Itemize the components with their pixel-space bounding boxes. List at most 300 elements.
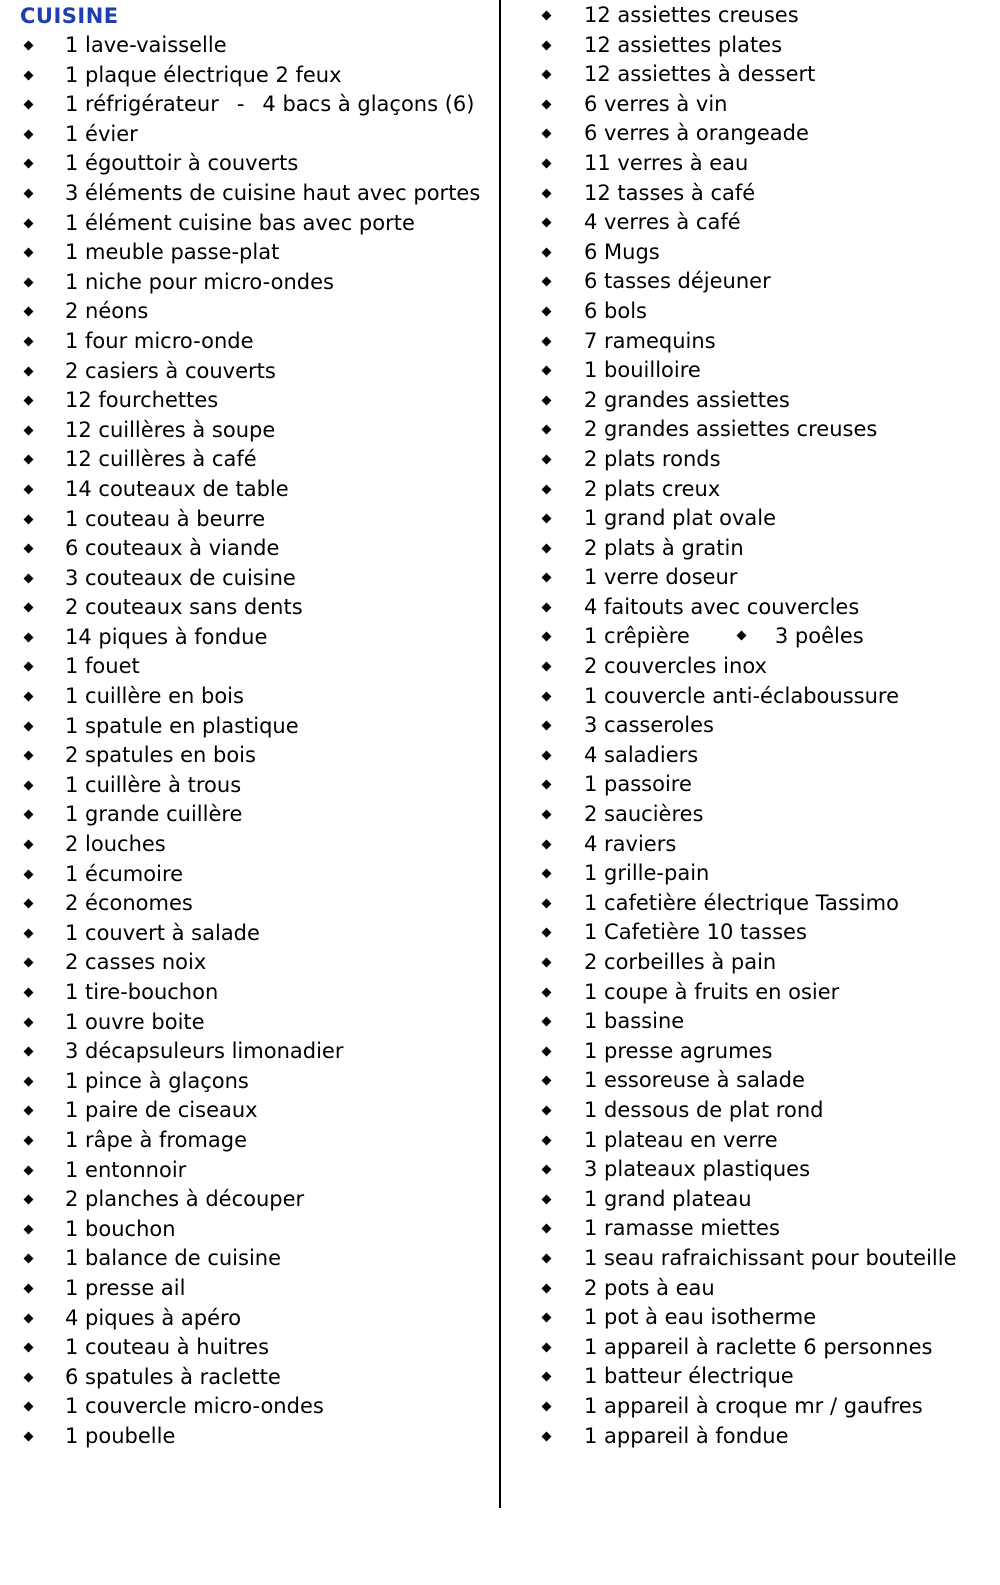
- list-item: [515, 445, 1000, 475]
- item-label: 1 égouttoir à couverts: [65, 151, 299, 176]
- list-item: [0, 90, 495, 120]
- diamond-bullet-icon: [542, 632, 552, 642]
- list-item: [0, 386, 495, 416]
- diamond-bullet-icon: [24, 632, 34, 642]
- diamond-bullet-icon: [24, 1402, 34, 1412]
- item-label: 1 couvert à salade: [65, 920, 260, 945]
- list-item: [0, 1304, 495, 1334]
- diamond-bullet-icon: [542, 1283, 552, 1293]
- diamond-bullet-icon: [24, 218, 34, 228]
- item-label: 1 spatule en plastique: [65, 713, 299, 738]
- list-item: [0, 1067, 495, 1097]
- item-label: 1 bassine: [584, 1009, 685, 1034]
- item-label: 1 couteau à beurre: [65, 506, 266, 531]
- item-label: 1 bouchon: [65, 1216, 176, 1241]
- diamond-bullet-icon: [24, 1076, 34, 1086]
- item-label: 1 meuble passe-plat: [65, 240, 280, 265]
- item-label: 1 plateau en verre: [584, 1127, 778, 1152]
- diamond-bullet-icon: [24, 958, 34, 968]
- item-label: 1 couteau à huitres: [65, 1335, 270, 1360]
- item-label: 1 râpe à fromage: [65, 1127, 247, 1152]
- item-label: 1 balance de cuisine: [65, 1246, 282, 1271]
- list-item: [0, 31, 495, 61]
- diamond-bullet-icon: [24, 248, 34, 258]
- item-label: 1 poubelle: [65, 1423, 176, 1448]
- item-label: 1 Cafetière 10 tasses: [584, 920, 807, 945]
- diamond-bullet-icon: [542, 99, 552, 109]
- item-label: 1 seau rafraichissant pour bouteille: [584, 1245, 957, 1270]
- item-label: 2 grandes assiettes creuses: [584, 417, 878, 442]
- list-item: [515, 563, 1000, 593]
- diamond-bullet-icon: [542, 188, 552, 198]
- item-label: 11 verres à eau: [584, 150, 749, 175]
- list-item: [515, 622, 1000, 652]
- list-item: [0, 1392, 495, 1422]
- diamond-bullet-icon: [24, 396, 34, 406]
- list-item: [0, 919, 495, 949]
- item-label: 1 ouvre boite: [65, 1009, 205, 1034]
- item-label: 1 passoire: [584, 772, 692, 797]
- list-item: [0, 948, 495, 978]
- diamond-bullet-icon: [542, 129, 552, 139]
- diamond-bullet-icon: [24, 1283, 34, 1293]
- diamond-bullet-icon: [542, 691, 552, 701]
- diamond-bullet-icon: [24, 484, 34, 494]
- list-item: [0, 741, 495, 771]
- list-item: [0, 327, 495, 357]
- item-label: 6 verres à orangeade: [584, 121, 809, 146]
- item-label: 4 piques à apéro: [65, 1305, 242, 1330]
- left-item-list: [0, 31, 495, 1452]
- item-label: 1 entonnoir: [65, 1157, 187, 1182]
- item-label: 6 spatules à raclette: [65, 1364, 281, 1389]
- diamond-bullet-icon: [24, 751, 34, 761]
- list-item: [515, 356, 1000, 386]
- item-label-crepiere: [584, 622, 864, 652]
- diamond-bullet-icon: [542, 869, 552, 879]
- diamond-bullet-icon: [24, 41, 34, 51]
- crepiere-label: 1 crêpière: [584, 624, 690, 649]
- diamond-bullet-icon: [542, 395, 552, 405]
- diamond-bullet-icon: [542, 1224, 552, 1234]
- item-label: 2 couvercles inox: [584, 654, 767, 679]
- list-item: [515, 1096, 1000, 1126]
- item-label: 2 casiers à couverts: [65, 358, 276, 383]
- diamond-bullet-icon: [24, 100, 34, 110]
- diamond-bullet-icon: [542, 662, 552, 672]
- item-label: 1 cuillère à trous: [65, 772, 242, 797]
- list-item: [515, 1155, 1000, 1185]
- list-item: [0, 1156, 495, 1186]
- item-label: 2 corbeilles à pain: [584, 950, 777, 974]
- item-label: 12 assiettes à dessert: [584, 62, 816, 87]
- list-item: [0, 149, 495, 179]
- list-item: [0, 1422, 495, 1452]
- list-item: [515, 386, 1000, 416]
- item-label: 2 grandes assiettes: [584, 387, 790, 412]
- diamond-bullet-icon: [24, 1254, 34, 1264]
- item-label: 12 cuillères à soupe: [65, 417, 276, 442]
- list-item: [0, 1037, 495, 1067]
- list-item: [0, 593, 495, 623]
- list-item: [0, 416, 495, 446]
- list-item: [515, 859, 1000, 889]
- list-item: [0, 297, 495, 327]
- item-label: 1 tire-bouchon: [65, 980, 219, 1004]
- item-label: 1 bouilloire: [584, 358, 701, 383]
- diamond-bullet-icon: [542, 484, 552, 494]
- diamond-bullet-icon: [542, 1165, 552, 1175]
- diamond-bullet-icon: [542, 366, 552, 376]
- diamond-bullet-icon: [542, 1135, 552, 1145]
- diamond-bullet-icon: [542, 602, 552, 612]
- diamond-bullet-icon: [24, 780, 34, 790]
- diamond-bullet-icon: [542, 1313, 552, 1323]
- list-item: [0, 357, 495, 387]
- diamond-bullet-icon: [24, 129, 34, 139]
- list-item: [0, 623, 495, 653]
- list-item: [0, 712, 495, 742]
- diamond-bullet-icon: [24, 70, 34, 80]
- diamond-bullet-icon: [24, 810, 34, 820]
- item-label: 1 grille-pain: [584, 861, 710, 886]
- item-label-fridge: [65, 90, 474, 120]
- item-label: 1 paire de ciseaux: [65, 1098, 258, 1123]
- list-item: [515, 889, 1000, 919]
- list-item: [515, 948, 1000, 978]
- list-item: [515, 1422, 1000, 1452]
- diamond-bullet-icon: [542, 70, 552, 80]
- list-item: [0, 1126, 495, 1156]
- item-label: 2 louches: [65, 832, 166, 857]
- list-item: [515, 119, 1000, 149]
- list-item: [0, 1096, 495, 1126]
- fridge-extra-label: 4 bacs à glaçons (6): [262, 92, 475, 117]
- diamond-bullet-icon: [542, 1253, 552, 1263]
- item-label: 2 casses noix: [65, 950, 207, 975]
- diamond-bullet-icon: [24, 1313, 34, 1323]
- item-label: 12 tasses à café: [584, 180, 756, 205]
- item-label: 2 saucières: [584, 802, 704, 827]
- diamond-bullet-icon: [542, 1342, 552, 1352]
- diamond-bullet-icon: [24, 514, 34, 524]
- item-label: 1 évier: [65, 121, 138, 146]
- list-item: [515, 179, 1000, 209]
- item-label: 14 couteaux de table: [65, 476, 289, 501]
- item-label: 1 coupe à fruits en osier: [584, 979, 840, 1004]
- diamond-bullet-icon: [24, 1195, 34, 1205]
- item-label: 2 couteaux sans dents: [65, 595, 303, 620]
- item-label: 4 faitouts avec couvercles: [584, 594, 860, 619]
- diamond-bullet-icon: [24, 189, 34, 199]
- list-item: [515, 31, 1000, 61]
- item-label: 2 néons: [65, 299, 149, 324]
- list-item: [515, 534, 1000, 564]
- list-item: [515, 208, 1000, 238]
- item-label: 1 verre doseur: [584, 565, 738, 590]
- list-item: [515, 327, 1000, 357]
- item-label: 1 grand plateau: [584, 1186, 752, 1211]
- list-item: [515, 1244, 1000, 1274]
- diamond-bullet-icon: [24, 336, 34, 346]
- diamond-bullet-icon: [24, 1431, 34, 1441]
- diamond-bullet-icon: [542, 1017, 552, 1027]
- list-item: [515, 1037, 1000, 1067]
- diamond-bullet-icon: [24, 721, 34, 731]
- item-label: 3 éléments de cuisine haut avec portes: [65, 180, 481, 205]
- item-label: 3 couteaux de cuisine: [65, 565, 296, 590]
- list-item: [0, 860, 495, 890]
- diamond-bullet-icon: [24, 1017, 34, 1027]
- item-label: 1 plaque électrique 2 feux: [65, 62, 342, 87]
- list-item: [515, 1362, 1000, 1392]
- list-item: [0, 1333, 495, 1363]
- list-item: [515, 297, 1000, 327]
- diamond-bullet-icon: [24, 603, 34, 613]
- diamond-bullet-icon: [24, 366, 34, 376]
- diamond-bullet-icon: [24, 662, 34, 672]
- item-label: 1 niche pour micro-ondes: [65, 269, 334, 294]
- list-item: [515, 90, 1000, 120]
- diamond-bullet-icon: [24, 1224, 34, 1234]
- item-label: 1 fouet: [65, 654, 140, 679]
- diamond-bullet-icon: [542, 159, 552, 169]
- list-item: [0, 1215, 495, 1245]
- list-item: [515, 593, 1000, 623]
- diamond-bullet-icon: [542, 454, 552, 464]
- list-item: [515, 475, 1000, 505]
- diamond-bullet-icon: [542, 780, 552, 790]
- list-item: [0, 800, 495, 830]
- item-label: 1 appareil à fondue: [584, 1423, 789, 1448]
- item-label: 1 ramasse miettes: [584, 1216, 780, 1241]
- list-item: [0, 1363, 495, 1393]
- fridge-label: 1 réfrigérateur: [65, 92, 219, 117]
- list-item: [515, 741, 1000, 771]
- item-label: 2 plats à gratin: [584, 535, 744, 560]
- diamond-bullet-icon: [542, 336, 552, 346]
- list-item: [0, 268, 495, 298]
- diamond-bullet-icon: [24, 840, 34, 850]
- item-label: 2 pots à eau: [584, 1275, 715, 1300]
- diamond-bullet-icon: [542, 898, 552, 908]
- diamond-bullet-icon: [24, 307, 34, 317]
- item-label: 14 piques à fondue: [65, 624, 268, 649]
- list-item: [515, 770, 1000, 800]
- list-item: [0, 1274, 495, 1304]
- item-label: 1 couvercle micro-ondes: [65, 1394, 324, 1419]
- diamond-bullet-icon: [24, 1047, 34, 1057]
- item-label: 2 plats creux: [584, 476, 721, 501]
- diamond-bullet-icon: [24, 425, 34, 435]
- list-item: [0, 1008, 495, 1038]
- list-item: [515, 1007, 1000, 1037]
- list-item: [0, 445, 495, 475]
- item-label: 6 verres à vin: [584, 91, 728, 116]
- item-label: 6 tasses déjeuner: [584, 269, 771, 294]
- diamond-bullet-icon: [542, 958, 552, 968]
- item-label: 1 grande cuillère: [65, 802, 243, 827]
- item-label: 3 décapsuleurs limonadier: [65, 1039, 344, 1064]
- list-item: [515, 1, 1000, 31]
- list-item: [515, 1185, 1000, 1215]
- list-item: [515, 60, 1000, 90]
- list-item: [0, 505, 495, 535]
- item-label: 1 écumoire: [65, 861, 184, 886]
- diamond-bullet-icon: [24, 544, 34, 554]
- right-item-list: [515, 1, 1000, 1451]
- diamond-bullet-icon: [24, 1343, 34, 1353]
- item-label: 3 plateaux plastiques: [584, 1157, 811, 1182]
- list-item: [0, 179, 495, 209]
- list-item: [0, 564, 495, 594]
- diamond-bullet-icon: [542, 1401, 552, 1411]
- diamond-bullet-icon: [542, 750, 552, 760]
- item-label: 6 Mugs: [584, 239, 660, 264]
- diamond-bullet-icon: [542, 218, 552, 228]
- diamond-bullet-icon: [542, 40, 552, 50]
- item-label: 1 élément cuisine bas avec porte: [65, 210, 415, 235]
- list-item: [515, 238, 1000, 268]
- list-item: [0, 1244, 495, 1274]
- list-item: [515, 1214, 1000, 1244]
- item-label: 1 cafetière électrique Tassimo: [584, 890, 899, 915]
- list-item: [515, 918, 1000, 948]
- diamond-bullet-icon: [542, 543, 552, 553]
- diamond-bullet-icon: [542, 425, 552, 435]
- list-item: [0, 238, 495, 268]
- diamond-bullet-icon: [24, 928, 34, 938]
- list-item: [515, 711, 1000, 741]
- diamond-bullet-icon: [736, 631, 746, 641]
- diamond-bullet-icon: [542, 1046, 552, 1056]
- item-label: 1 batteur électrique: [584, 1364, 794, 1389]
- item-label: 2 planches à découper: [65, 1187, 305, 1212]
- diamond-bullet-icon: [24, 869, 34, 879]
- item-label: 1 essoreuse à salade: [584, 1068, 805, 1093]
- list-item: [0, 978, 495, 1008]
- diamond-bullet-icon: [542, 514, 552, 524]
- diamond-bullet-icon: [24, 1136, 34, 1146]
- list-item: [515, 800, 1000, 830]
- item-label: 12 fourchettes: [65, 388, 219, 413]
- list-item: [0, 682, 495, 712]
- list-item: [515, 682, 1000, 712]
- diamond-bullet-icon: [542, 1076, 552, 1086]
- diamond-bullet-icon: [542, 1372, 552, 1382]
- item-label: 6 couteaux à viande: [65, 536, 280, 561]
- item-label: 12 cuillères à café: [65, 447, 257, 472]
- item-label: 1 grand plat ovale: [584, 506, 777, 531]
- list-item: [515, 267, 1000, 297]
- item-label: 7 ramequins: [584, 328, 716, 353]
- item-label: 1 presse agrumes: [584, 1038, 773, 1063]
- item-label: 4 verres à café: [584, 210, 741, 235]
- item-label: 1 appareil à raclette 6 personnes: [584, 1334, 933, 1359]
- diamond-bullet-icon: [24, 159, 34, 169]
- list-item: [515, 1392, 1000, 1422]
- page-title: CUISINE: [20, 4, 119, 28]
- list-item: [0, 120, 495, 150]
- diamond-bullet-icon: [542, 11, 552, 21]
- diamond-bullet-icon: [542, 1431, 552, 1441]
- diamond-bullet-icon: [542, 928, 552, 938]
- list-item: [515, 652, 1000, 682]
- diamond-bullet-icon: [542, 247, 552, 257]
- list-item: [0, 771, 495, 801]
- list-item: [515, 415, 1000, 445]
- list-item: [0, 830, 495, 860]
- diamond-bullet-icon: [542, 987, 552, 997]
- list-item: [515, 1126, 1000, 1156]
- fridge-separator: -: [236, 92, 245, 117]
- diamond-bullet-icon: [24, 1372, 34, 1382]
- item-label: 2 plats ronds: [584, 446, 721, 471]
- item-label: 1 presse ail: [65, 1275, 186, 1300]
- list-item: [0, 209, 495, 239]
- diamond-bullet-icon: [24, 455, 34, 465]
- item-label: 1 lave-vaisselle: [65, 33, 227, 57]
- diamond-bullet-icon: [24, 573, 34, 583]
- diamond-bullet-icon: [542, 810, 552, 820]
- item-label: 3 casseroles: [584, 713, 714, 738]
- item-label: 1 pince à glaçons: [65, 1068, 249, 1093]
- diamond-bullet-icon: [542, 839, 552, 849]
- item-label: 4 saladiers: [584, 742, 699, 767]
- item-label: 2 spatules en bois: [65, 743, 256, 768]
- diamond-bullet-icon: [24, 1165, 34, 1175]
- diamond-bullet-icon: [24, 1106, 34, 1116]
- list-item: [0, 652, 495, 682]
- list-item: [0, 61, 495, 91]
- list-item: [0, 534, 495, 564]
- list-item: [515, 1303, 1000, 1333]
- item-label: 6 bols: [584, 298, 647, 323]
- list-item: [0, 889, 495, 919]
- diamond-bullet-icon: [542, 573, 552, 583]
- diamond-bullet-icon: [24, 899, 34, 909]
- item-label: 12 assiettes plates: [584, 32, 783, 57]
- diamond-bullet-icon: [542, 1106, 552, 1116]
- list-item: [515, 1066, 1000, 1096]
- poeles-label: 3 poêles: [774, 624, 864, 649]
- diamond-bullet-icon: [24, 988, 34, 998]
- list-item: [515, 149, 1000, 179]
- list-item: [515, 1333, 1000, 1363]
- item-label: 1 pot à eau isotherme: [584, 1305, 817, 1330]
- diamond-bullet-icon: [542, 306, 552, 316]
- item-label: 1 appareil à croque mr / gaufres: [584, 1393, 923, 1418]
- diamond-bullet-icon: [24, 277, 34, 287]
- item-label: 12 assiettes creuses: [584, 3, 799, 27]
- list-item: [515, 830, 1000, 860]
- list-item: [0, 475, 495, 505]
- diamond-bullet-icon: [542, 277, 552, 287]
- diamond-bullet-icon: [542, 1194, 552, 1204]
- list-item: [515, 978, 1000, 1008]
- diamond-bullet-icon: [24, 692, 34, 702]
- item-label: 2 économes: [65, 891, 193, 916]
- list-item: [0, 1185, 495, 1215]
- column-divider: [499, 0, 501, 1508]
- item-label: 4 raviers: [584, 831, 677, 856]
- item-label: 1 cuillère en bois: [65, 684, 244, 709]
- item-label: 1 couvercle anti-éclaboussure: [584, 683, 899, 708]
- item-label: 1 dessous de plat rond: [584, 1097, 824, 1122]
- list-item: [515, 504, 1000, 534]
- diamond-bullet-icon: [542, 721, 552, 731]
- item-label: 1 four micro-onde: [65, 328, 254, 353]
